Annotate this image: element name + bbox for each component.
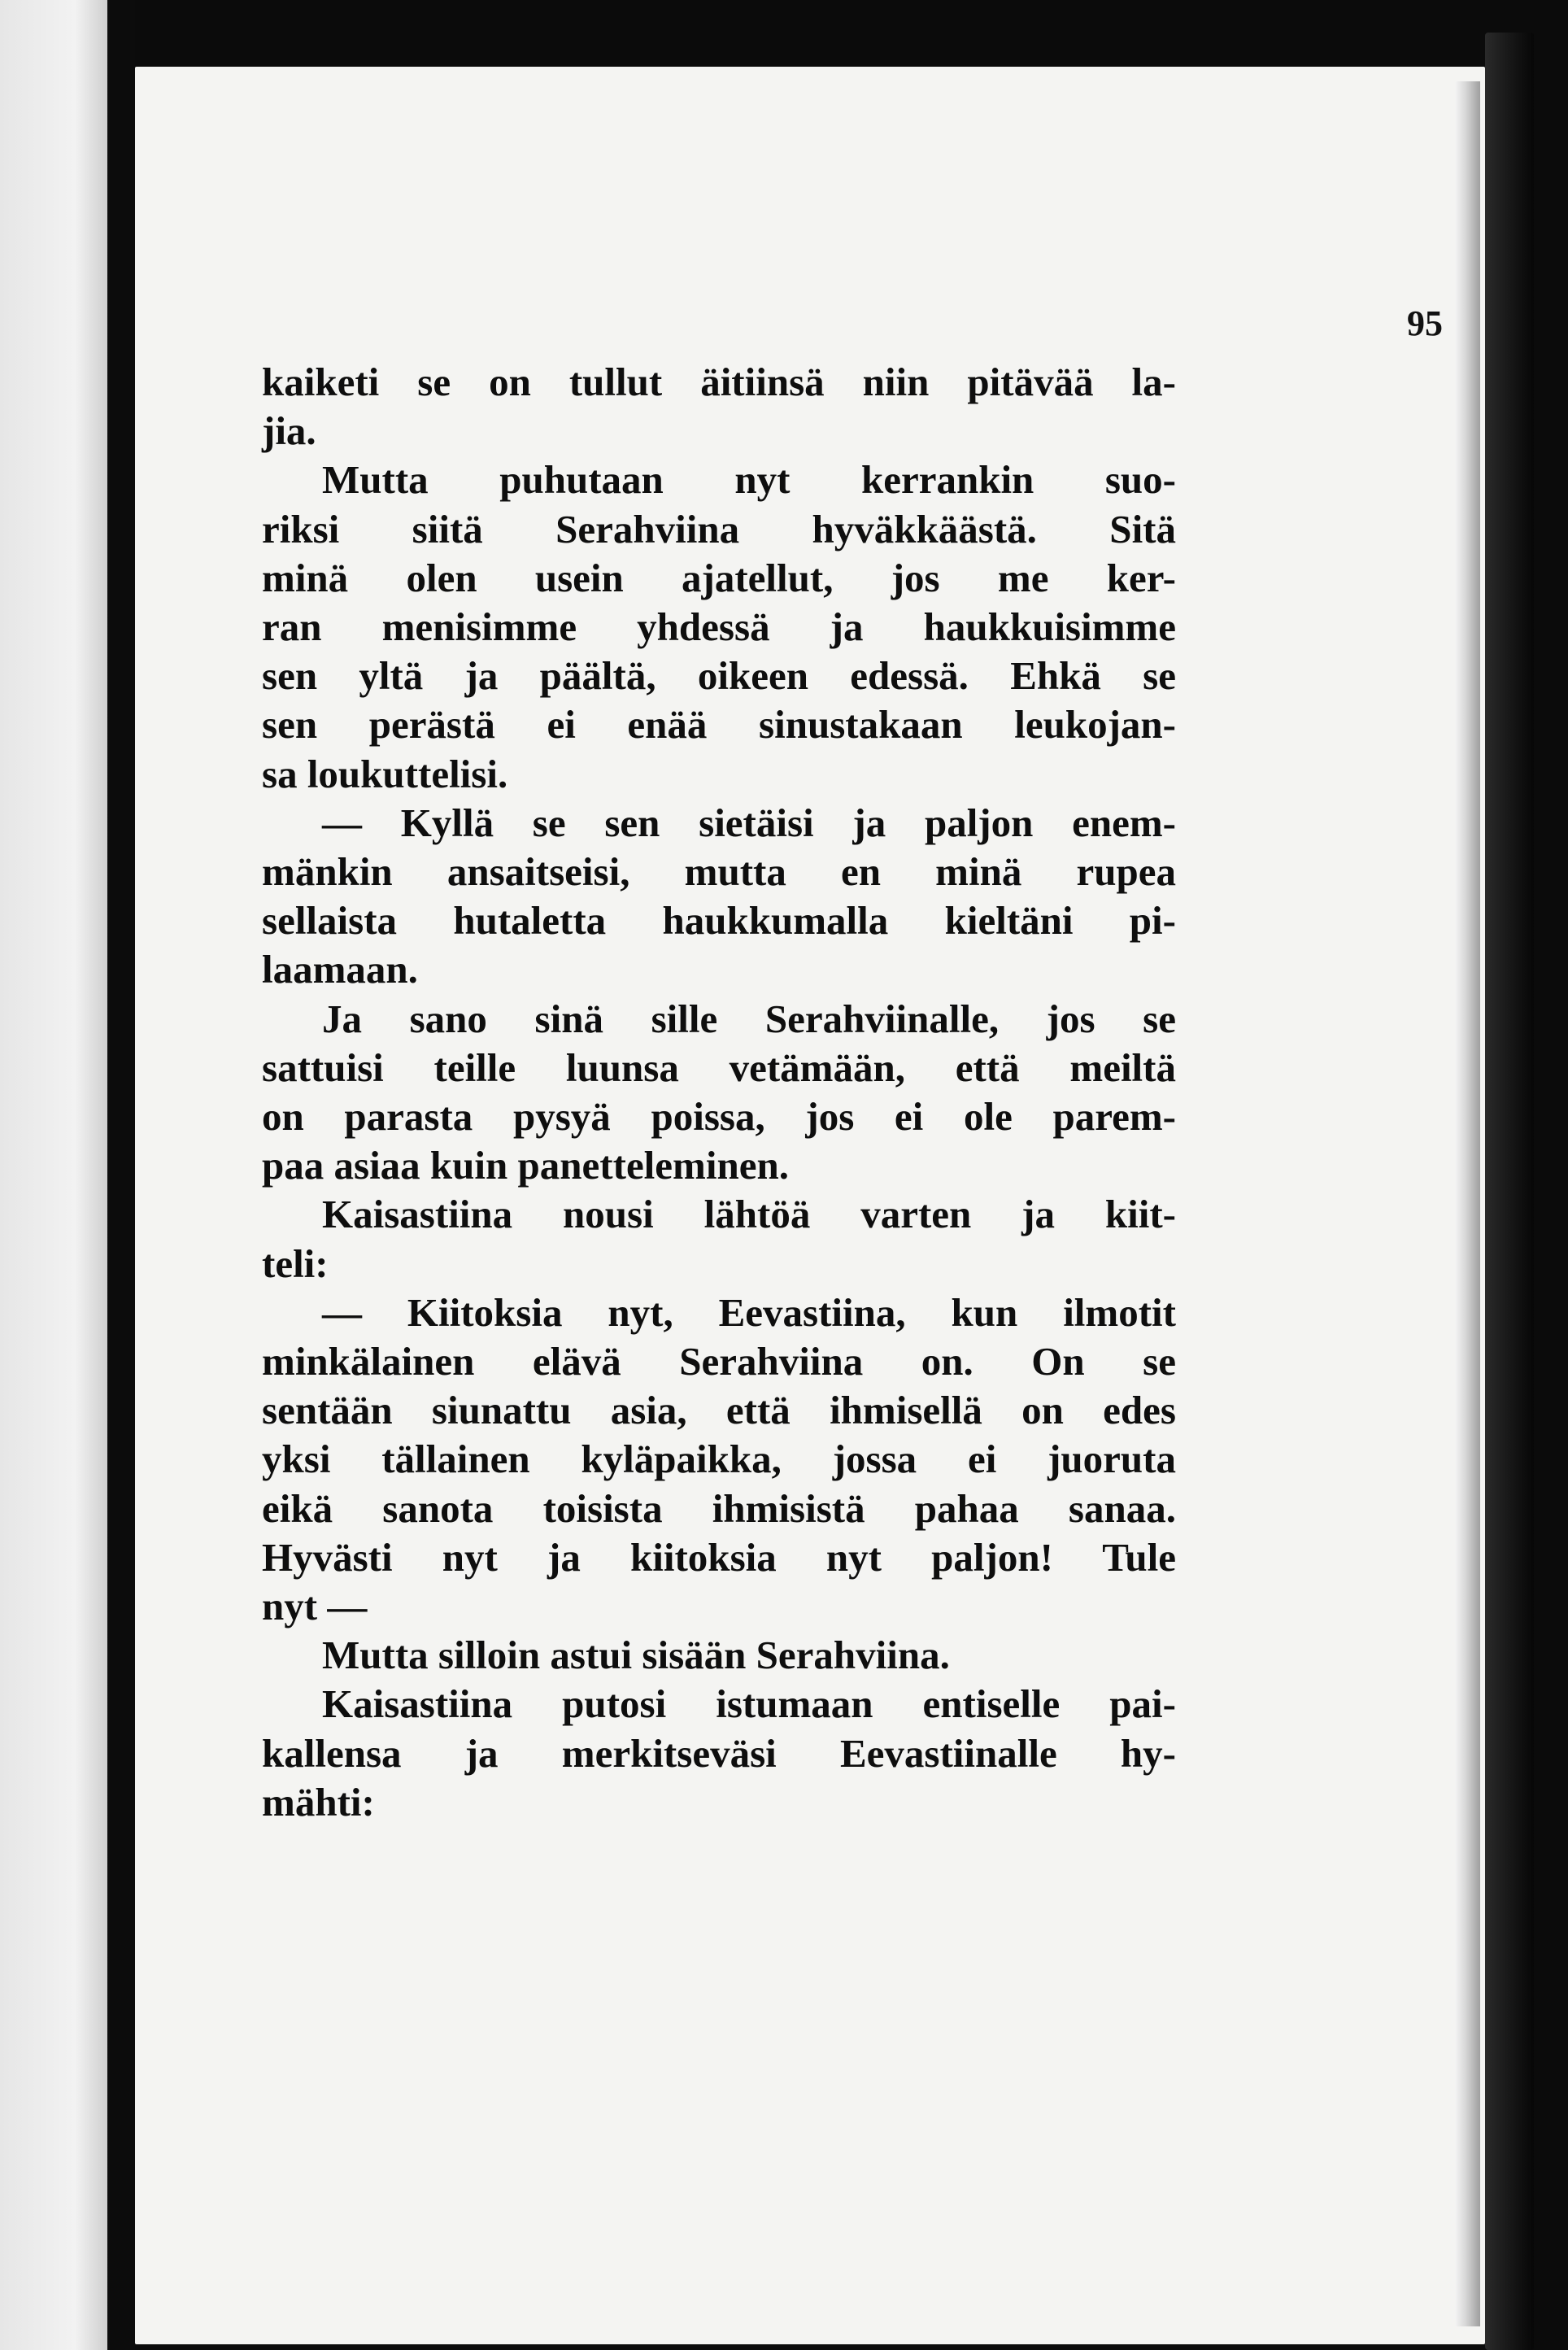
text-line: yksi tällainen kyläpaikka, jossa ei juoruta	[262, 1437, 1176, 1482]
paragraph	[262, 799, 1176, 995]
paragraph	[262, 1680, 1176, 1827]
paragraph	[262, 1190, 1176, 1288]
text-line: sentään siunattu asia, että ihmisellä on edes	[262, 1388, 1176, 1433]
text-line: sa loukuttelisi.	[262, 751, 508, 796]
text-line: Kaisastiina nousi lähtöä varten ja kiit-	[322, 1192, 1176, 1237]
text-line: Hyvästi nyt ja kiitoksia nyt paljon! Tule	[262, 1534, 1176, 1580]
text-line: jia.	[262, 408, 316, 454]
text-line: minkälainen elävä Serahviina on. On se	[262, 1339, 1176, 1384]
page-body-text	[262, 358, 1176, 1985]
book-binding	[107, 0, 135, 2350]
paragraph	[262, 1631, 1176, 1680]
text-line: Mutta puhutaan nyt kerrankin suo-	[322, 457, 1176, 503]
text-line: sen yltä ja päältä, oikeen edessä. Ehkä se	[262, 653, 1176, 699]
paragraph	[262, 358, 1176, 456]
text-line: eikä sanota toisista ihmisistä pahaa sanaa.	[262, 1485, 1176, 1531]
text-line: kallensa ja merkitseväsi Eevastiinalle hy-	[262, 1730, 1176, 1776]
text-line: ran menisimme yhdessä ja haukkuisimme	[262, 604, 1176, 650]
text-line: mänkin ansaitseisi, mutta en minä rupea	[262, 849, 1176, 895]
text-line: minä olen usein ajatellut, jos me ker-	[262, 555, 1176, 600]
text-line: Kaisastiina putosi istumaan entiselle pai-	[322, 1681, 1176, 1727]
paragraph	[262, 456, 1176, 798]
paragraph	[262, 1288, 1176, 1631]
text-line: mähti:	[262, 1779, 375, 1825]
text-line: riksi siitä Serahviina hyväkkäästä. Sitä	[262, 506, 1176, 552]
text-line: — Kiitoksia nyt, Eevastiina, kun ilmotit	[322, 1289, 1176, 1335]
text-line: on parasta pysyä poissa, jos ei ole parem-	[262, 1094, 1176, 1140]
text-line: sellaista hutaletta haukkumalla kieltäni pi-	[262, 898, 1176, 944]
text-line: paa asiaa kuin panetteleminen.	[262, 1143, 789, 1188]
page-number: 95	[1407, 303, 1443, 343]
text-line: — Kyllä se sen sietäisi ja paljon enem-	[322, 800, 1176, 845]
page-stack-edge	[1456, 81, 1480, 2326]
text-line: nyt —	[262, 1584, 368, 1629]
previous-page-edge	[0, 0, 107, 2350]
text-line: sen perästä ei enää sinustakaan leukojan-	[262, 702, 1176, 748]
book-cover-edge	[1485, 33, 1534, 2350]
paragraph	[262, 995, 1176, 1191]
text-line: Mutta silloin astui sisään Serahviina.	[322, 1633, 950, 1678]
text-line: laamaan.	[262, 947, 418, 992]
text-line: teli:	[262, 1240, 329, 1286]
text-line: Ja sano sinä sille Serahviinalle, jos se	[322, 996, 1176, 1041]
text-line: kaiketi se on tullut äitiinsä niin pitävää la-	[262, 360, 1176, 404]
text-line: sattuisi teille luunsa vetämään, että meiltä	[262, 1044, 1176, 1090]
